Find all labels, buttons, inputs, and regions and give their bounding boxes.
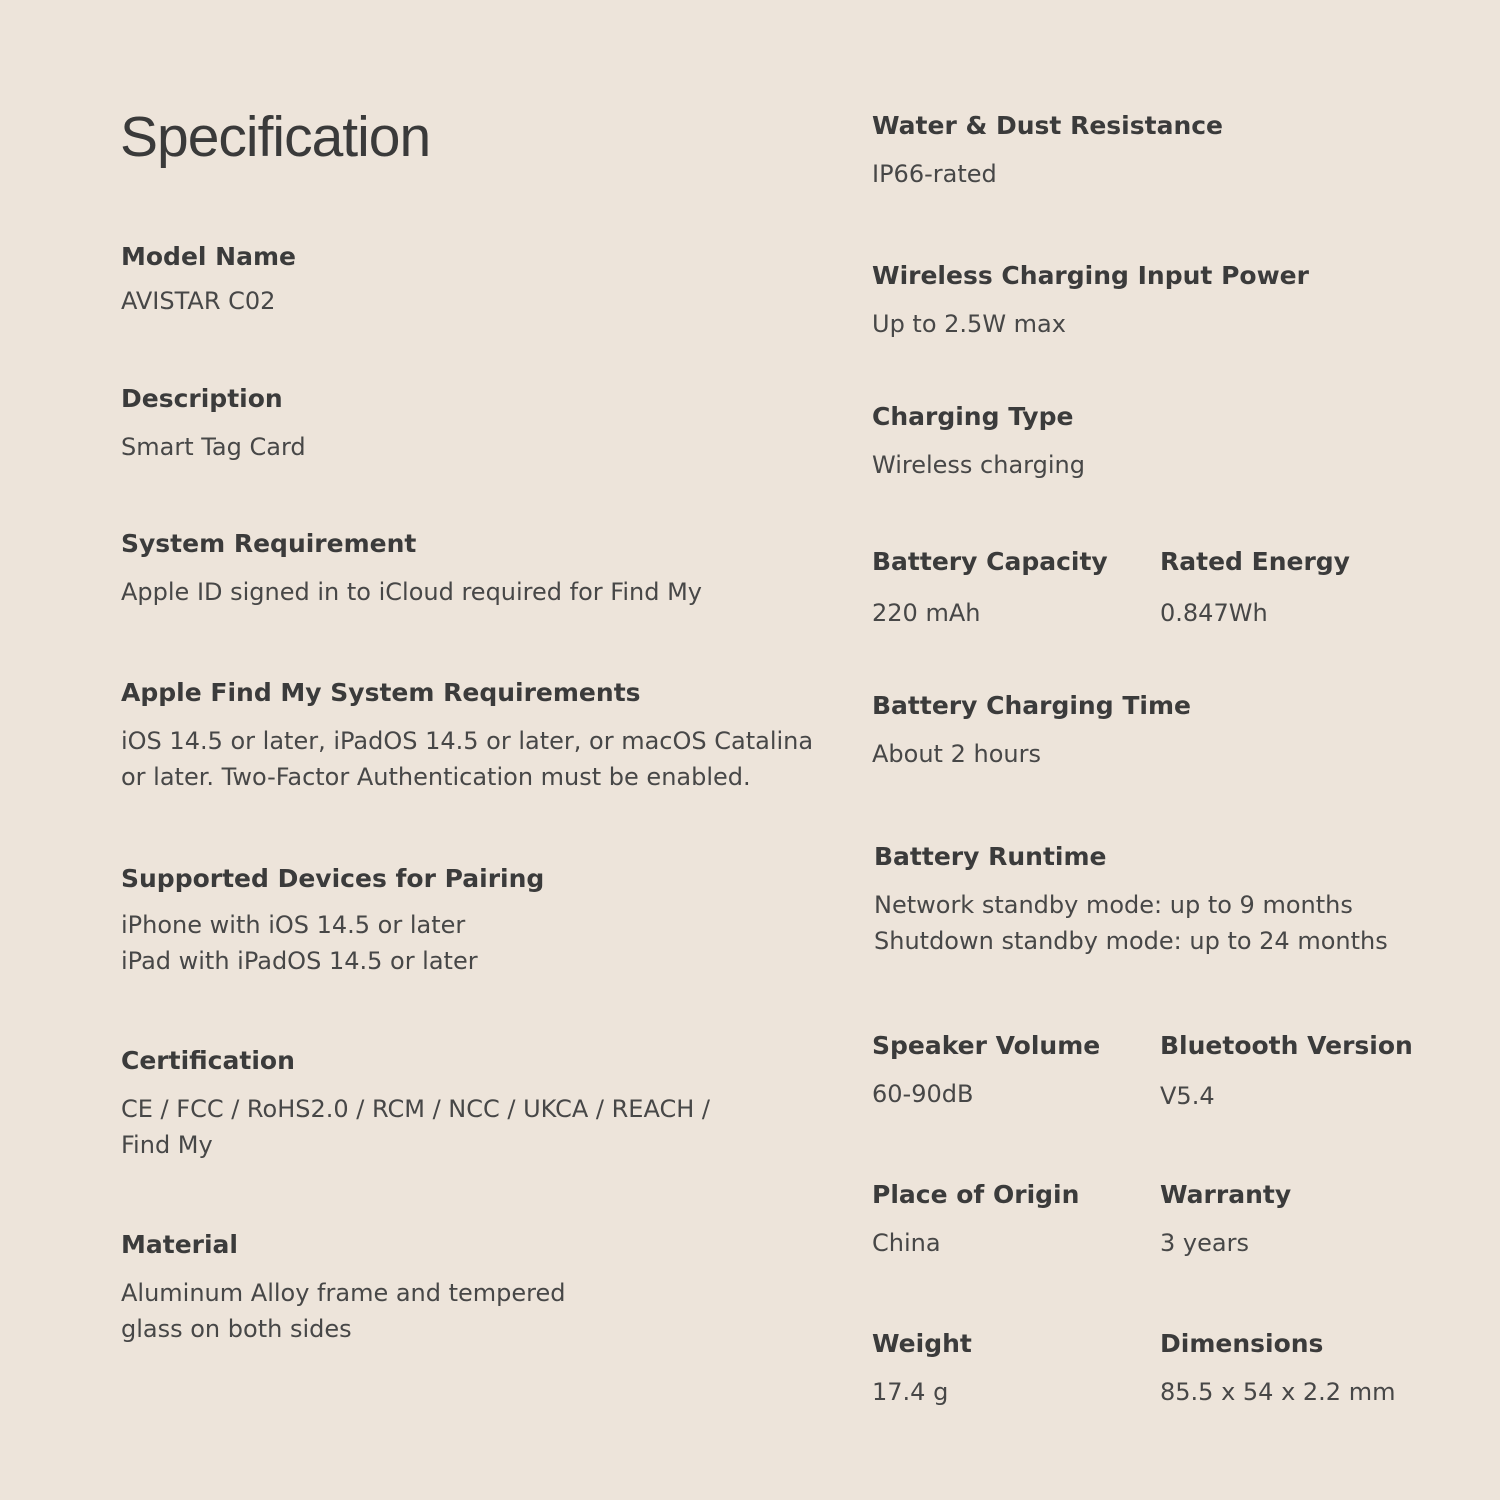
spec-value: Wireless charging <box>872 451 1085 479</box>
spec-battery-capacity <box>872 546 1108 631</box>
page-title: Specification <box>120 105 431 169</box>
spec-value: IP66-rated <box>872 160 997 188</box>
spec-label: Apple Find My System Requirements <box>121 678 641 707</box>
spec-battery-charging-time <box>872 690 1191 772</box>
spec-water-dust-resistance <box>872 110 1223 192</box>
spec-value-line: Aluminum Alloy frame and tempered <box>121 1279 566 1307</box>
spec-label: Rated Energy <box>1160 547 1350 576</box>
spec-system-requirement <box>121 528 702 610</box>
spec-value: 3 years <box>1160 1229 1249 1257</box>
spec-value: 60-90dB <box>872 1080 974 1108</box>
spec-speaker-volume <box>872 1030 1100 1112</box>
spec-value-line: CE / FCC / RoHS2.0 / RCM / NCC / UKCA / REACH / <box>121 1095 710 1123</box>
spec-label: Certification <box>121 1046 295 1075</box>
spec-value: Up to 2.5W max <box>872 310 1066 338</box>
spec-label: Wireless Charging Input Power <box>872 261 1309 290</box>
spec-bluetooth-version <box>1160 1030 1413 1114</box>
spec-label: Battery Charging Time <box>872 691 1191 720</box>
spec-value-line: iPhone with iOS 14.5 or later <box>121 911 466 939</box>
spec-label: Battery Runtime <box>874 842 1107 871</box>
spec-charging-type <box>872 401 1085 483</box>
spec-value-line: Shutdown standby mode: up to 24 months <box>874 927 1388 955</box>
spec-value-line: Find My <box>121 1131 213 1159</box>
spec-value <box>121 1275 566 1347</box>
spec-label: Bluetooth Version <box>1160 1031 1413 1060</box>
spec-supported-devices <box>121 863 544 979</box>
spec-find-my-requirements <box>121 677 813 795</box>
spec-value: V5.4 <box>1160 1082 1215 1110</box>
spec-material <box>121 1229 566 1347</box>
spec-label: Speaker Volume <box>872 1031 1101 1060</box>
spec-rated-energy <box>1160 546 1350 631</box>
spec-label: Description <box>121 384 283 413</box>
spec-value-line: iPad with iPadOS 14.5 or later <box>121 947 478 975</box>
spec-value: AVISTAR C02 <box>121 287 276 315</box>
spec-label: Warranty <box>1160 1180 1292 1209</box>
spec-label: System Requirement <box>121 529 417 558</box>
spec-value-line: iOS 14.5 or later, iPadOS 14.5 or later, or macOS Catalina <box>121 727 814 755</box>
spec-wireless-charging-power <box>872 260 1309 342</box>
spec-label: Weight <box>872 1329 972 1358</box>
spec-value: Apple ID signed in to iCloud required for Find My <box>121 578 702 606</box>
spec-description <box>121 383 306 465</box>
spec-dimensions <box>1160 1328 1395 1410</box>
spec-place-of-origin <box>872 1179 1079 1261</box>
spec-value-line: glass on both sides <box>121 1315 352 1343</box>
spec-value <box>874 887 1388 959</box>
spec-label: Place of Origin <box>872 1180 1080 1209</box>
spec-value <box>121 723 813 795</box>
spec-warranty <box>1160 1179 1291 1261</box>
spec-value: China <box>872 1229 941 1257</box>
spec-value: Smart Tag Card <box>121 433 306 461</box>
spec-label: Dimensions <box>1160 1329 1324 1358</box>
spec-label: Battery Capacity <box>872 547 1108 576</box>
spec-label: Supported Devices for Pairing <box>121 864 545 893</box>
spec-model-name <box>121 241 296 319</box>
spec-value-line: or later. Two-Factor Authentication must be enabled. <box>121 763 751 791</box>
spec-value: About 2 hours <box>872 740 1041 768</box>
spec-value: 17.4 g <box>872 1378 949 1406</box>
spec-value: 220 mAh <box>872 599 981 627</box>
spec-value <box>121 1091 710 1163</box>
spec-label: Charging Type <box>872 402 1074 431</box>
spec-label: Material <box>121 1230 238 1259</box>
spec-value <box>121 907 544 979</box>
spec-label: Water & Dust Resistance <box>872 111 1224 140</box>
spec-weight <box>872 1328 972 1410</box>
spec-label: Model Name <box>121 242 296 271</box>
spec-value: 85.5 x 54 x 2.2 mm <box>1160 1378 1396 1406</box>
spec-value-line: Network standby mode: up to 9 months <box>874 891 1353 919</box>
spec-certification <box>121 1045 710 1163</box>
spec-value: 0.847Wh <box>1160 599 1268 627</box>
spec-battery-runtime <box>874 841 1388 959</box>
